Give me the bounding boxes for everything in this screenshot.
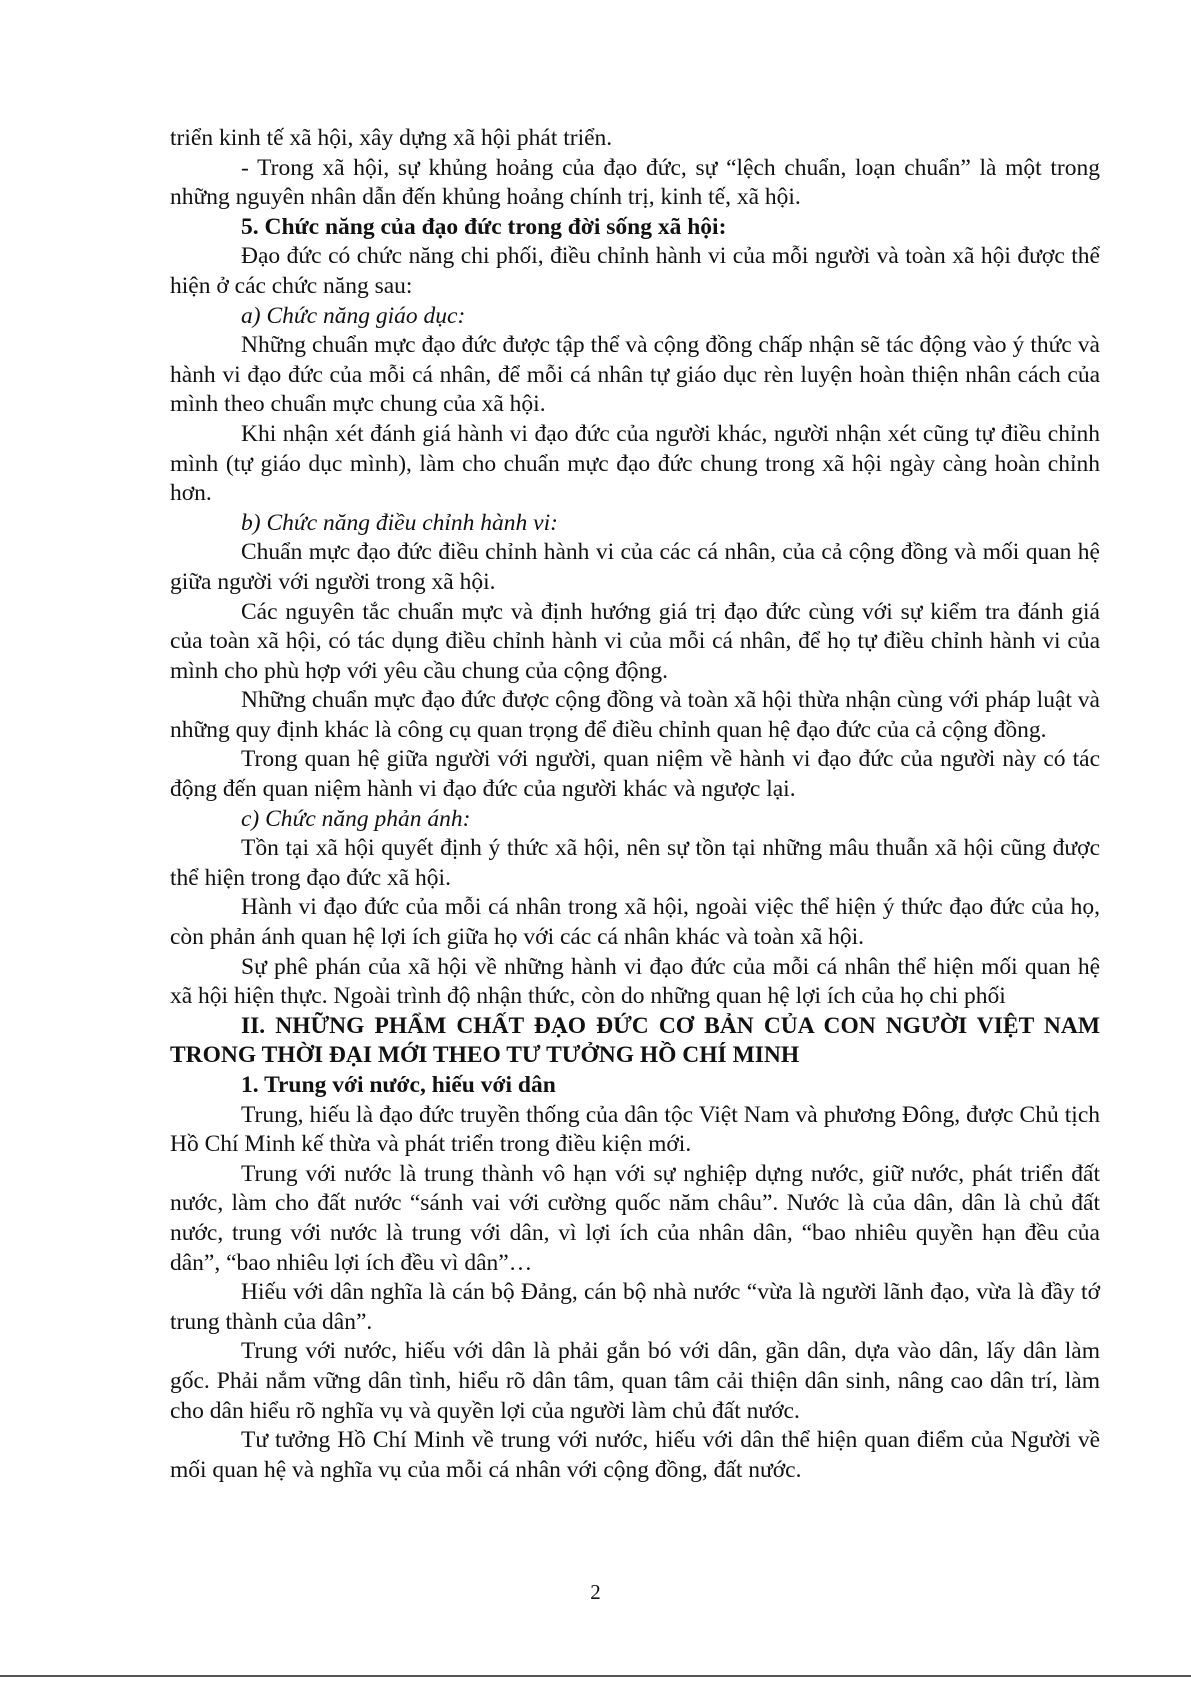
paragraph: Những chuẩn mực đạo đức được cộng đồng và toàn xã hội thừa nhận cùng với pháp luật và những quy định khác là công cụ quan trọng để điều chỉnh quan hệ đạo đức của cả cộng đồng. bbox=[170, 687, 1100, 743]
document-body bbox=[170, 124, 1100, 1485]
paragraph: Tồn tại xã hội quyết định ý thức xã hội, nên sự tồn tại những mâu thuẫn xã hội cũng được thể hiện trong đạo đức xã hội. bbox=[170, 835, 1100, 891]
paragraph: Tư tưởng Hồ Chí Minh về trung với nước, hiếu với dân thể hiện quan điểm của Người về mối quan hệ và nghĩa vụ của mỗi cá nhân với cộng đồng, đất nước. bbox=[170, 1427, 1100, 1483]
section-heading: 1. Trung với nước, hiếu với dân bbox=[241, 1072, 556, 1098]
paragraph: Trung với nước là trung thành vô hạn với sự nghiệp dựng nước, giữ nước, phát triển đất nước, làm cho đất nước “sánh vai với cường quốc năm châu”. Nước là của dân, dân là chủ đất nước, trung với nước là trung với dân, vì lợi ích của nhân dân, “bao nhiêu quyền hạn đều của dân”, “bao nhiêu lợi ích đều vì dân”… bbox=[170, 1160, 1100, 1276]
paragraph: Sự phê phán của xã hội về những hành vi đạo đức của mỗi cá nhân thể hiện mối quan hệ xã hội hiện thực. Ngoài trình độ nhận thức, còn do những quan hệ lợi ích của họ chi phối bbox=[170, 953, 1100, 1010]
paragraph: Chuẩn mực đạo đức điều chỉnh hành vi của các cá nhân, của cả cộng đồng và mối quan hệ giữa người với người trong xã hội. bbox=[170, 539, 1100, 595]
paragraph: Trung với nước, hiếu với dân là phải gắn bó với dân, gần dân, dựa vào dân, lấy dân làm gốc. Phải nắm vững dân tình, hiểu rõ dân tâm, quan tâm cải thiện dân sinh, nâng cao dân trí, làm cho dân hiểu rõ nghĩa vụ và quyền lợi của người làm chủ đất nước. bbox=[170, 1338, 1100, 1424]
paragraph: Trung, hiếu là đạo đức truyền thống của dân tộc Việt Nam và phương Đông, được Chủ tịch Hồ Chí Minh kế thừa và phát triển trong điều kiện mới. bbox=[170, 1101, 1100, 1158]
subsection-heading: b) Chức năng điều chỉnh hành vi: bbox=[241, 509, 558, 536]
scan-edge-divider bbox=[0, 1675, 1191, 1677]
paragraph: Những chuẩn mực đạo đức được tập thể và cộng đồng chấp nhận sẽ tác động vào ý thức và hành vi đạo đức của mỗi cá nhân, để mỗi cá nhân tự giáo dục rèn luyện hoàn thiện nhân cách của mình theo chuẩn mực chung của xã hội. bbox=[170, 332, 1100, 418]
paragraph: Hành vi đạo đức của mỗi cá nhân trong xã hội, ngoài việc thể hiện ý thức đạo đức của họ, còn phản ánh quan hệ lợi ích giữa họ với các cá nhân khác và toàn xã hội. bbox=[170, 894, 1100, 951]
paragraph: - Trong xã hội, sự khủng hoảng của đạo đức, sự “lệch chuẩn, loạn chuẩn” là một trong những nguyên nhân dẫn đến khủng hoảng chính trị, kinh tế, xã hội. bbox=[170, 154, 1100, 211]
paragraph: Trong quan hệ giữa người với người, quan niệm về hành vi đạo đức của người này có tác động đến quan niệm hành vi đạo đức của người khác và ngược lại. bbox=[170, 746, 1100, 803]
page-number: 2 bbox=[590, 1580, 601, 1604]
paragraph: triển kinh tế xã hội, xây dựng xã hội phát triển. bbox=[170, 125, 613, 151]
paragraph: Các nguyên tắc chuẩn mực và định hướng giá trị đạo đức cùng với sự kiểm tra đánh giá của toàn xã hội, có tác dụng điều chỉnh hành vi của mỗi cá nhân, để họ tự điều chỉnh hành vi của mình cho phù hợp với yêu cầu chung của cộng động. bbox=[170, 598, 1100, 684]
paragraph: Hiếu với dân nghĩa là cán bộ Đảng, cán bộ nhà nước “vừa là người lãnh đạo, vừa là đầy tớ trung thành của dân”. bbox=[170, 1279, 1100, 1335]
section-heading: 5. Chức năng của đạo đức trong đời sống xã hội: bbox=[241, 213, 727, 240]
paragraph: Đạo đức có chức năng chi phối, điều chỉnh hành vi của mỗi người và toàn xã hội được thể hiện ở các chức năng sau: bbox=[170, 243, 1100, 299]
subsection-heading: a) Chức năng giáo dục: bbox=[241, 302, 466, 329]
subsection-heading: c) Chức năng phản ánh: bbox=[241, 805, 471, 832]
paragraph: Khi nhận xét đánh giá hành vi đạo đức của người khác, người nhận xét cũng tự điều chỉnh mình (tự giáo dục mình), làm cho chuẩn mực đạo đức chung trong xã hội ngày càng hoàn chỉnh hơn. bbox=[170, 420, 1100, 507]
chapter-heading: II. NHỮNG PHẨM CHẤT ĐẠO ĐỨC CƠ BẢN CỦA CON NGƯỜI VIỆT NAM TRONG THỜI ĐẠI MỚI THEO TƯ TƯỞNG HỒ CHÍ MINH bbox=[170, 1012, 1100, 1069]
